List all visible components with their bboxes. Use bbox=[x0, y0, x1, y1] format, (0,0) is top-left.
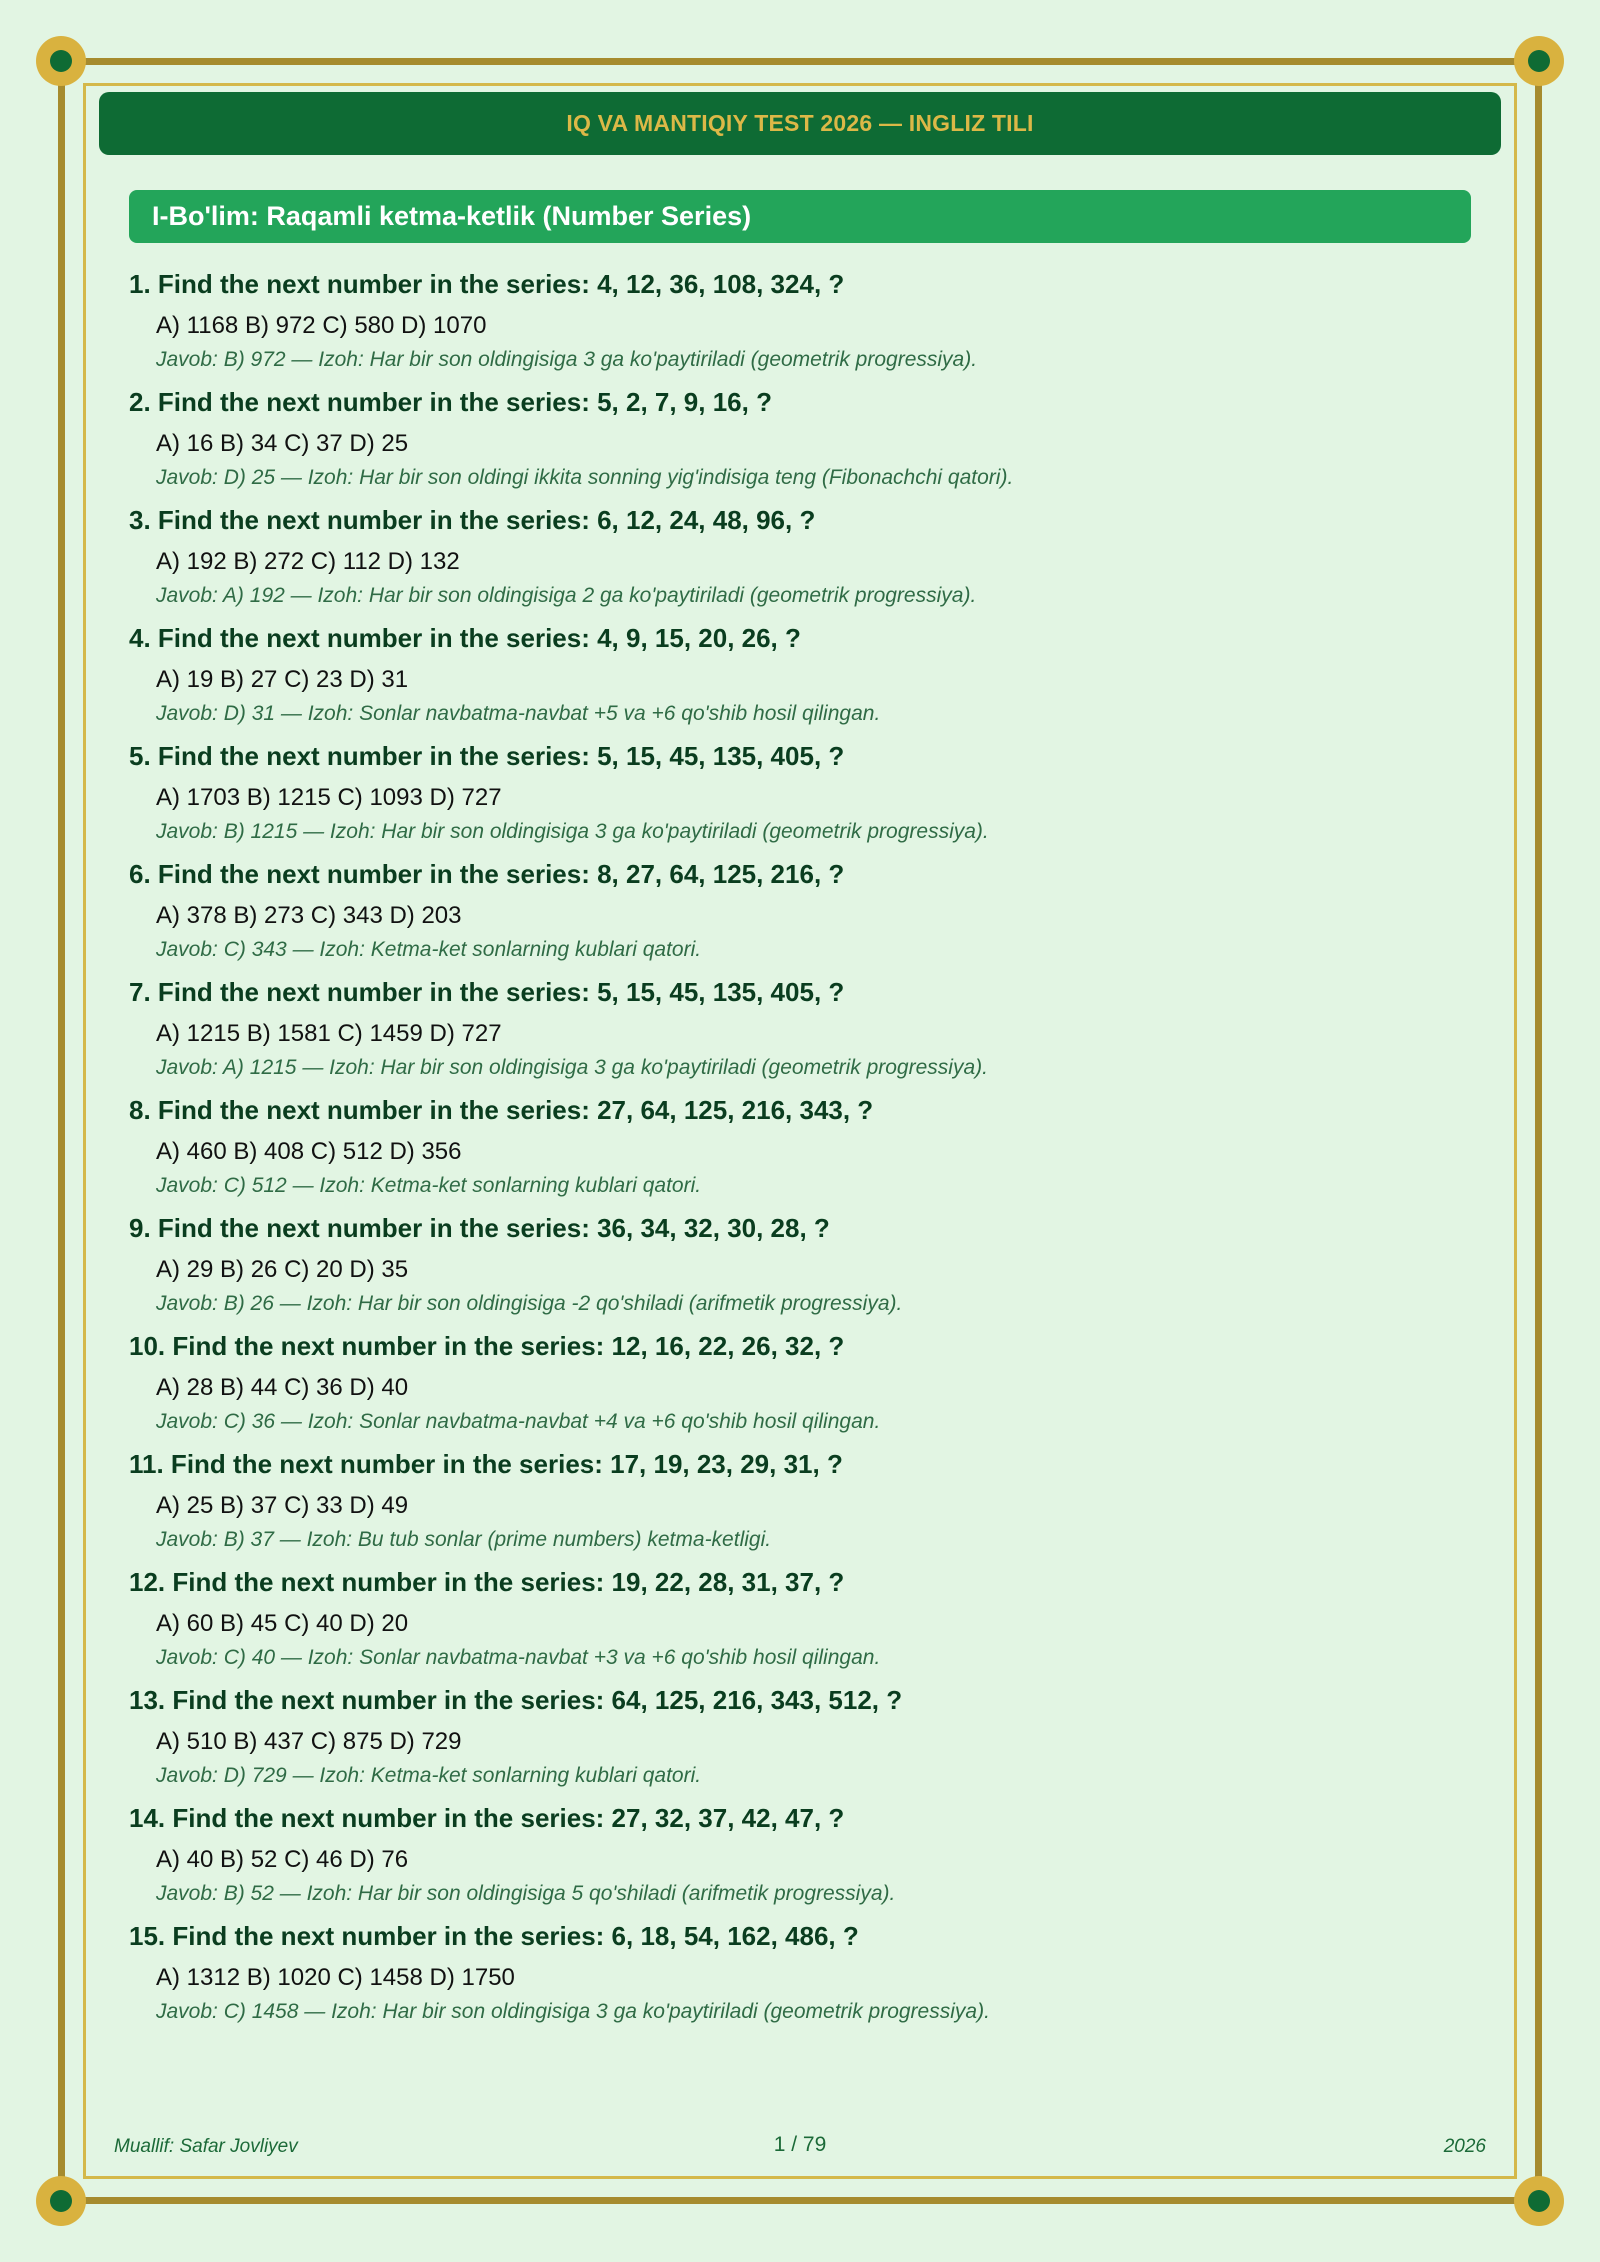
question-item bbox=[129, 1092, 1489, 1210]
section-heading-bar bbox=[129, 190, 1471, 243]
question-text: 7. Find the next number in the series: 5, 15, 45, 135, 405, ? bbox=[129, 977, 845, 1007]
question-text: 3. Find the next number in the series: 6, 12, 24, 48, 96, ? bbox=[129, 505, 816, 535]
question-text: 4. Find the next number in the series: 4, 9, 15, 20, 26, ? bbox=[129, 623, 801, 653]
page-title: IQ VA MANTIQIY TEST 2026 — INGLIZ TILI bbox=[566, 110, 1034, 136]
question-text: 8. Find the next number in the series: 27, 64, 125, 216, 343, ? bbox=[129, 1095, 874, 1125]
question-item bbox=[129, 738, 1489, 856]
question-item bbox=[129, 266, 1489, 384]
question-item bbox=[129, 1682, 1489, 1800]
answer-explanation: Javob: C) 512 — Izoh: Ketma-ket sonlarning kublari qatori. bbox=[156, 1174, 702, 1197]
answer-options: A) 40 B) 52 C) 46 D) 76 bbox=[156, 1846, 409, 1873]
question-text: 14. Find the next number in the series: 27, 32, 37, 42, 47, ? bbox=[129, 1803, 845, 1833]
answer-explanation: Javob: C) 36 — Izoh: Sonlar navbatma-navbat +4 va +6 qo'shib hosil qilingan. bbox=[156, 1410, 881, 1433]
answer-options: A) 1215 B) 1581 C) 1459 D) 727 bbox=[156, 1020, 502, 1047]
answer-options: A) 510 B) 437 C) 875 D) 729 bbox=[156, 1728, 462, 1755]
question-text: 2. Find the next number in the series: 5, 2, 7, 9, 16, ? bbox=[129, 387, 772, 417]
answer-options: A) 25 B) 37 C) 33 D) 49 bbox=[156, 1492, 409, 1519]
question-text: 11. Find the next number in the series: 17, 19, 23, 29, 31, ? bbox=[129, 1449, 843, 1479]
page-number: 1 / 79 bbox=[773, 2133, 827, 2156]
question-text: 12. Find the next number in the series: 19, 22, 28, 31, 37, ? bbox=[129, 1567, 845, 1597]
question-item bbox=[129, 502, 1489, 620]
answer-options: A) 460 B) 408 C) 512 D) 356 bbox=[156, 1138, 462, 1165]
answer-options: A) 1312 B) 1020 C) 1458 D) 1750 bbox=[156, 1964, 515, 1991]
answer-options: A) 16 B) 34 C) 37 D) 25 bbox=[156, 430, 409, 457]
answer-explanation: Javob: C) 343 — Izoh: Ketma-ket sonlarning kublari qatori. bbox=[156, 938, 702, 961]
answer-options: A) 60 B) 45 C) 40 D) 20 bbox=[156, 1610, 409, 1637]
section-title: I-Bo'lim: Raqamli ketma-ketlik (Number Series) bbox=[152, 201, 752, 231]
footer-author: Muallif: Safar Jovliyev bbox=[114, 2136, 298, 2157]
answer-options: A) 29 B) 26 C) 20 D) 35 bbox=[156, 1256, 409, 1283]
answer-explanation: Javob: B) 26 — Izoh: Har bir son oldingisiga -2 qo'shiladi (arifmetik progressiya). bbox=[156, 1292, 903, 1315]
answer-explanation: Javob: D) 729 — Izoh: Ketma-ket sonlarning kublari qatori. bbox=[156, 1764, 702, 1787]
answer-options: A) 378 B) 273 C) 343 D) 203 bbox=[156, 902, 462, 929]
corner-ornament-icon bbox=[1514, 36, 1564, 86]
corner-ornament-icon bbox=[1514, 2176, 1564, 2226]
page-header-banner bbox=[99, 92, 1501, 155]
question-item bbox=[129, 384, 1489, 502]
answer-explanation: Javob: A) 1215 — Izoh: Har bir son oldingisiga 3 ga ko'paytiriladi (geometrik progressiya). bbox=[156, 1056, 988, 1079]
question-item bbox=[129, 1210, 1489, 1328]
answer-explanation: Javob: A) 192 — Izoh: Har bir son oldingisiga 2 ga ko'paytiriladi (geometrik progressiya). bbox=[156, 584, 977, 607]
answer-explanation: Javob: D) 25 — Izoh: Har bir son oldingi ikkita sonning yig'indisiga teng (Fibonachchi qatori). bbox=[156, 466, 1014, 489]
question-text: 1. Find the next number in the series: 4, 12, 36, 108, 324, ? bbox=[129, 269, 845, 299]
answer-options: A) 28 B) 44 C) 36 D) 40 bbox=[156, 1374, 409, 1401]
question-text: 13. Find the next number in the series: 64, 125, 216, 343, 512, ? bbox=[129, 1685, 903, 1715]
question-text: 15. Find the next number in the series: 6, 18, 54, 162, 486, ? bbox=[129, 1921, 859, 1951]
question-text: 5. Find the next number in the series: 5, 15, 45, 135, 405, ? bbox=[129, 741, 845, 771]
question-list bbox=[129, 266, 1489, 2036]
footer-year: 2026 bbox=[1443, 2136, 1486, 2157]
answer-explanation: Javob: C) 1458 — Izoh: Har bir son oldingisiga 3 ga ko'paytiriladi (geometrik progressiya). bbox=[156, 2000, 990, 2023]
question-item bbox=[129, 1446, 1489, 1564]
answer-explanation: Javob: B) 1215 — Izoh: Har bir son oldingisiga 3 ga ko'paytiriladi (geometrik progressiya). bbox=[156, 820, 989, 843]
answer-explanation: Javob: B) 972 — Izoh: Har bir son oldingisiga 3 ga ko'paytiriladi (geometrik progressiya). bbox=[156, 348, 978, 371]
answer-explanation: Javob: C) 40 — Izoh: Sonlar navbatma-navbat +3 va +6 qo'shib hosil qilingan. bbox=[156, 1646, 881, 1669]
question-item bbox=[129, 974, 1489, 1092]
answer-options: A) 1168 B) 972 C) 580 D) 1070 bbox=[156, 312, 487, 339]
answer-options: A) 1703 B) 1215 C) 1093 D) 727 bbox=[156, 784, 502, 811]
question-item bbox=[129, 1918, 1489, 2036]
question-item bbox=[129, 1564, 1489, 1682]
question-item bbox=[129, 1800, 1489, 1918]
answer-explanation: Javob: D) 31 — Izoh: Sonlar navbatma-navbat +5 va +6 qo'shib hosil qilingan. bbox=[156, 702, 881, 725]
answer-options: A) 19 B) 27 C) 23 D) 31 bbox=[156, 666, 409, 693]
question-text: 10. Find the next number in the series: 12, 16, 22, 26, 32, ? bbox=[129, 1331, 845, 1361]
question-text: 9. Find the next number in the series: 36, 34, 32, 30, 28, ? bbox=[129, 1213, 830, 1243]
answer-explanation: Javob: B) 52 — Izoh: Har bir son oldingisiga 5 qo'shiladi (arifmetik progressiya). bbox=[156, 1882, 896, 1905]
question-item bbox=[129, 1328, 1489, 1446]
question-item bbox=[129, 620, 1489, 738]
corner-ornament-icon bbox=[36, 36, 86, 86]
question-text: 6. Find the next number in the series: 8, 27, 64, 125, 216, ? bbox=[129, 859, 845, 889]
corner-ornament-icon bbox=[36, 2176, 86, 2226]
answer-explanation: Javob: B) 37 — Izoh: Bu tub sonlar (prime numbers) ketma-ketligi. bbox=[156, 1528, 772, 1551]
question-item bbox=[129, 856, 1489, 974]
answer-options: A) 192 B) 272 C) 112 D) 132 bbox=[156, 548, 460, 575]
